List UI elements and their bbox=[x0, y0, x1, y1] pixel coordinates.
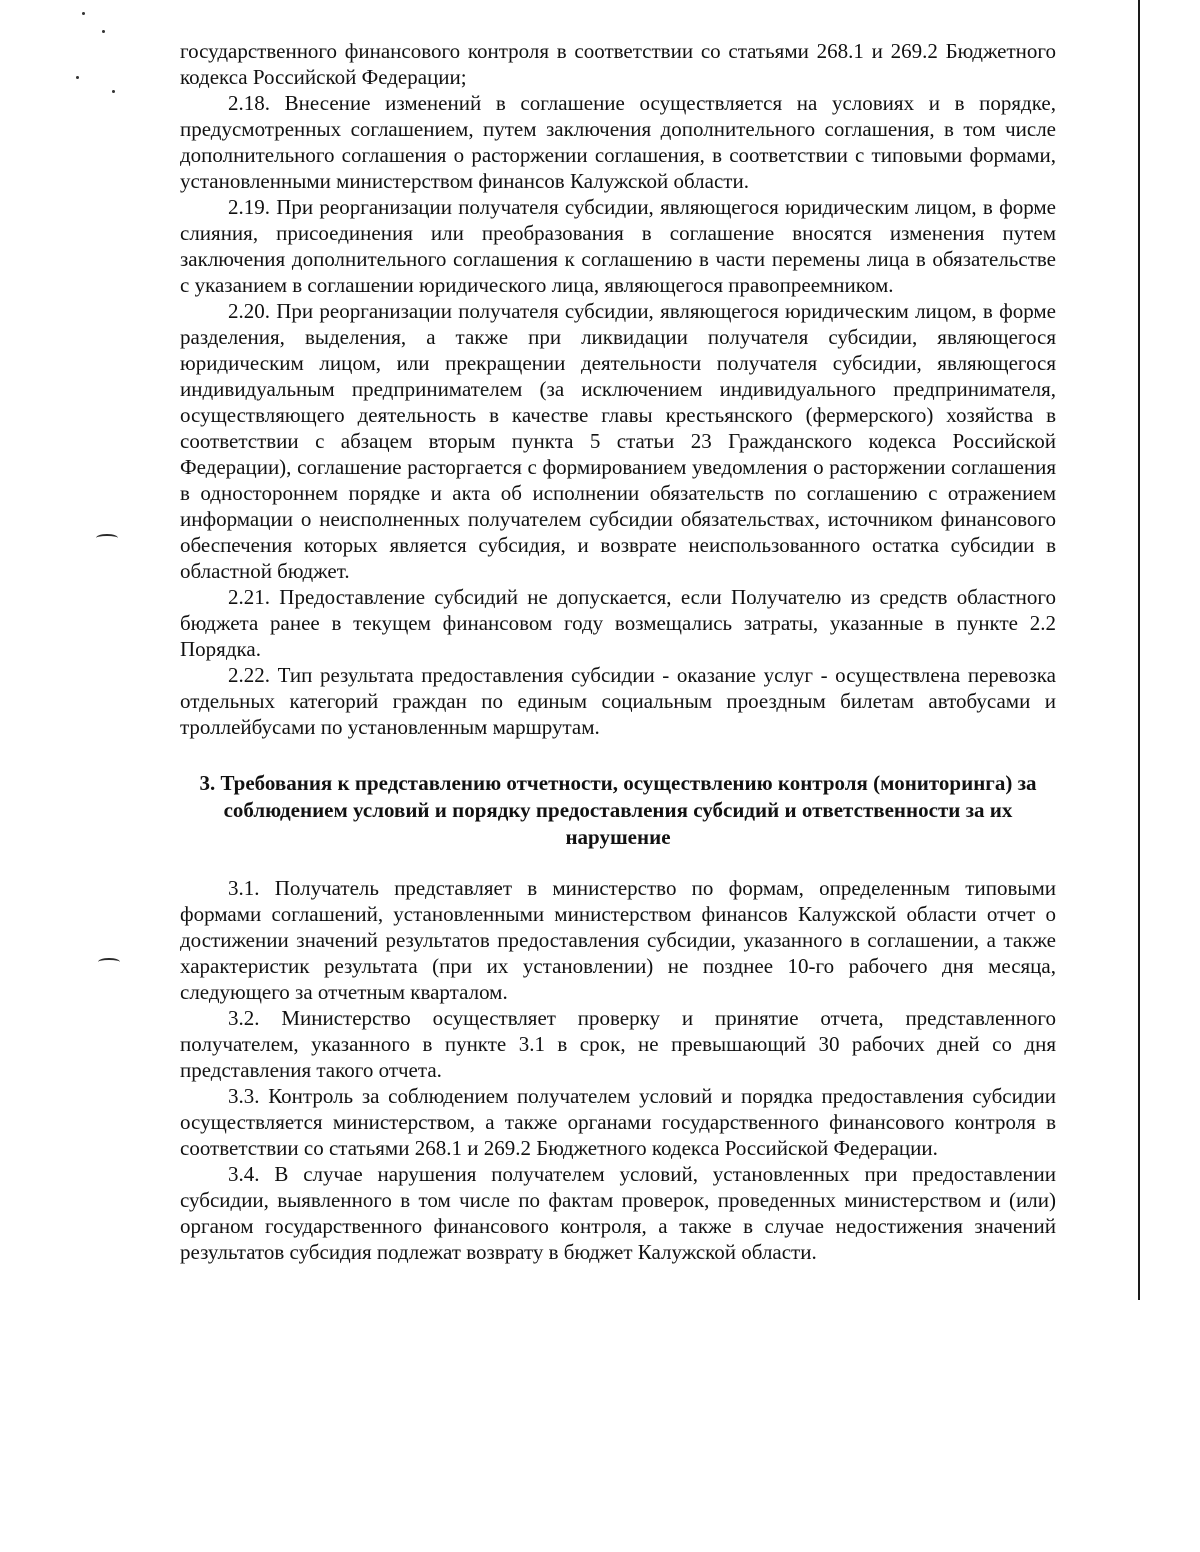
paragraph-2-21: 2.21. Предоставление субсидий не допускается, если Получателю из средств областного бюджета ранее в текущем финансовом году возмещались затраты, указанные в пункте 2.2 Порядка. bbox=[180, 585, 1056, 661]
paragraph-3-3: 3.3. Контроль за соблюдением получателем условий и порядка предоставления субсидии осуществляется министерством, а также органами государственного финансового контроля в соответствии со статьями 268.1 и 269.2 Бюджетного кодекса Российской Федерации. bbox=[180, 1084, 1056, 1160]
section-heading: 3. Требования к представлению отчетности, осуществлению контроля (мониторинга) за соблюдением условий и порядку предоставления субсидий и ответственности за их нарушение bbox=[199, 771, 1037, 849]
scan-speck bbox=[76, 76, 79, 79]
paragraph-3-2: 3.2. Министерство осуществляет проверку и принятие отчета, представленного получателем, указанного в пункте 3.1 в срок, не превышающий 30 рабочих дней со дня представления такого отчета. bbox=[180, 1006, 1056, 1082]
paragraph-2-19: 2.19. При реорганизации получателя субсидии, являющегося юридическим лицом, в форме слияния, присоединения или преобразования в соглашение вносятся изменения путем заключения дополнительного соглашения к соглашению в части перемены лица в обязательстве с указанием в соглашении юридического лица, являющегося правопреемником. bbox=[180, 195, 1056, 297]
scan-edge-line bbox=[1138, 0, 1140, 1300]
paragraph-3-1: 3.1. Получатель представляет в министерство по формам, определенным типовыми формами соглашений, установленными министерством финансов Калужской области отчет о достижении значений результатов предоставления субсидии, указанного в соглашении, а также характеристик результата (при их установлении) не позднее 10-го рабочего дня месяца, следующего за отчетным кварталом. bbox=[180, 876, 1056, 1004]
punch-hole-mark bbox=[98, 958, 120, 966]
paragraph-2-22: 2.22. Тип результата предоставления субсидии - оказание услуг - осуществлена перевозка отдельных категорий граждан по единым социальным проездным билетам автобусами и троллейбусами по установленным маршрутам. bbox=[180, 663, 1056, 739]
scan-speck bbox=[112, 90, 115, 93]
punch-hole-mark bbox=[96, 534, 118, 542]
paragraph-continuation: государственного финансового контроля в соответствии со статьями 268.1 и 269.2 Бюджетного кодекса Российской Федерации; bbox=[180, 39, 1056, 89]
scan-speck bbox=[102, 30, 105, 33]
paragraph-3-4: 3.4. В случае нарушения получателем условий, установленных при предоставлении субсидии, выявленного в том числе по фактам проверок, проведенных министерством и (или) органом государственного финансового контроля, а также в случае недостижения значений результатов субсидия подлежат возврату в бюджет Калужской области. bbox=[180, 1162, 1056, 1264]
scan-speck bbox=[82, 12, 85, 15]
paragraph-2-20: 2.20. При реорганизации получателя субсидии, являющегося юридическим лицом, в форме разделения, выделения, а также при ликвидации получателя субсидии, являющегося юридическим лицом, или прекращении деятельности получателя субсидии, являющегося индивидуальным предпринимателем (за исключением индивидуального предпринимателя, осуществляющего деятельность в качестве главы крестьянского (фермерского) хозяйства в соответствии с абзацем вторым пункта 5 статьи 23 Гражданского кодекса Российской Федерации), соглашение расторгается с формированием уведомления о расторжении соглашения в одностороннем порядке и акта об исполнении обязательств по соглашению с отражением информации о неисполненных получателем субсидии обязательствах, источником финансового обеспечения которых является субсидия, и возврате неиспользованного остатка субсидии в областной бюджет. bbox=[180, 299, 1056, 583]
document-body bbox=[180, 38, 1056, 1265]
paragraph-2-18: 2.18. Внесение изменений в соглашение осуществляется на условиях и в порядке, предусмотренных соглашением, путем заключения дополнительного соглашения, в том числе дополнительного соглашения о расторжении соглашения, в соответствии с типовыми формами, установленными министерством финансов Калужской области. bbox=[180, 91, 1056, 193]
